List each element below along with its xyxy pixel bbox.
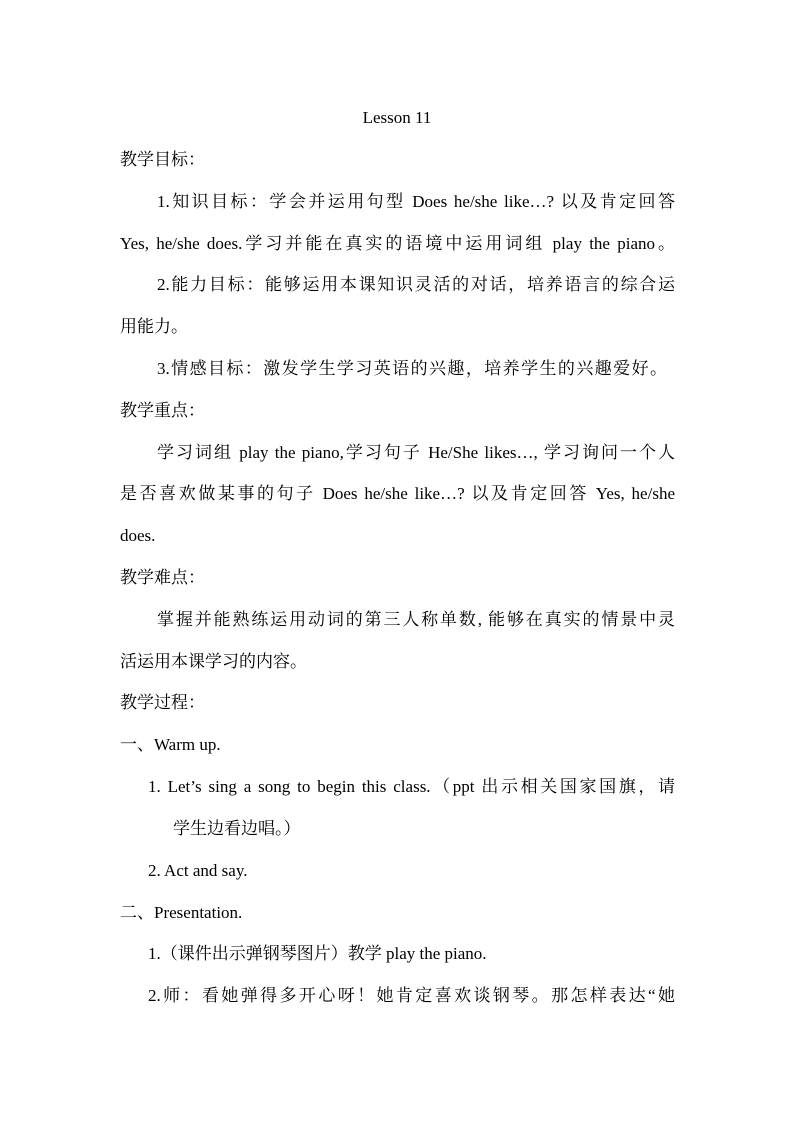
section-warm-up: 一、Warm up.: [120, 735, 221, 754]
warm-up-item-1-line-1: 1. Let’s sing a song to begin this class.（ppt 出示相关国家国旗，请: [148, 777, 675, 796]
presentation-item-2: 2.师：看她弹得多开心呀！她肯定喜欢谈钢琴。那怎样表达“她: [148, 986, 675, 1005]
objective-3: 3.情感目标：激发学生学习英语的兴趣，培养学生的兴趣爱好。: [157, 359, 667, 378]
objectives-heading: 教学目标：: [120, 150, 205, 169]
objective-1-line-1: 1.知识目标：学会并运用句型 Does he/she like…? 以及肯定回答: [157, 192, 675, 211]
key-points-line-3: does.: [120, 526, 156, 545]
key-points-line-1: 学习词组 play the piano,学习句子 He/She likes…, 学习询问一个人: [157, 443, 675, 462]
objective-2-line-1: 2.能力目标：能够运用本课知识灵活的对话，培养语言的综合运: [157, 275, 675, 294]
lesson-title: Lesson 11: [362, 108, 432, 127]
difficulties-heading: 教学难点：: [120, 568, 205, 587]
difficulties-line-2: 活运用本课学习的内容。: [120, 652, 307, 671]
key-points-heading: 教学重点：: [120, 401, 205, 420]
section-presentation: 二、Presentation.: [120, 903, 243, 922]
objective-1-line-2: Yes, he/she does.学习并能在真实的语境中运用词组 play the piano。: [120, 234, 675, 253]
objective-2-line-2: 用能力。: [120, 317, 188, 336]
difficulties-line-1: 掌握并能熟练运用动词的第三人称单数, 能够在真实的情景中灵: [157, 610, 675, 629]
key-points-line-2: 是否喜欢做某事的句子 Does he/she like…? 以及肯定回答 Yes, he/she: [120, 484, 675, 503]
process-heading: 教学过程：: [120, 693, 205, 712]
presentation-item-1: 1.（课件出示弹钢琴图片）教学 play the piano.: [148, 944, 487, 963]
warm-up-item-1-line-2: 学生边看边唱。）: [173, 819, 301, 838]
warm-up-item-2: 2. Act and say.: [148, 861, 248, 880]
